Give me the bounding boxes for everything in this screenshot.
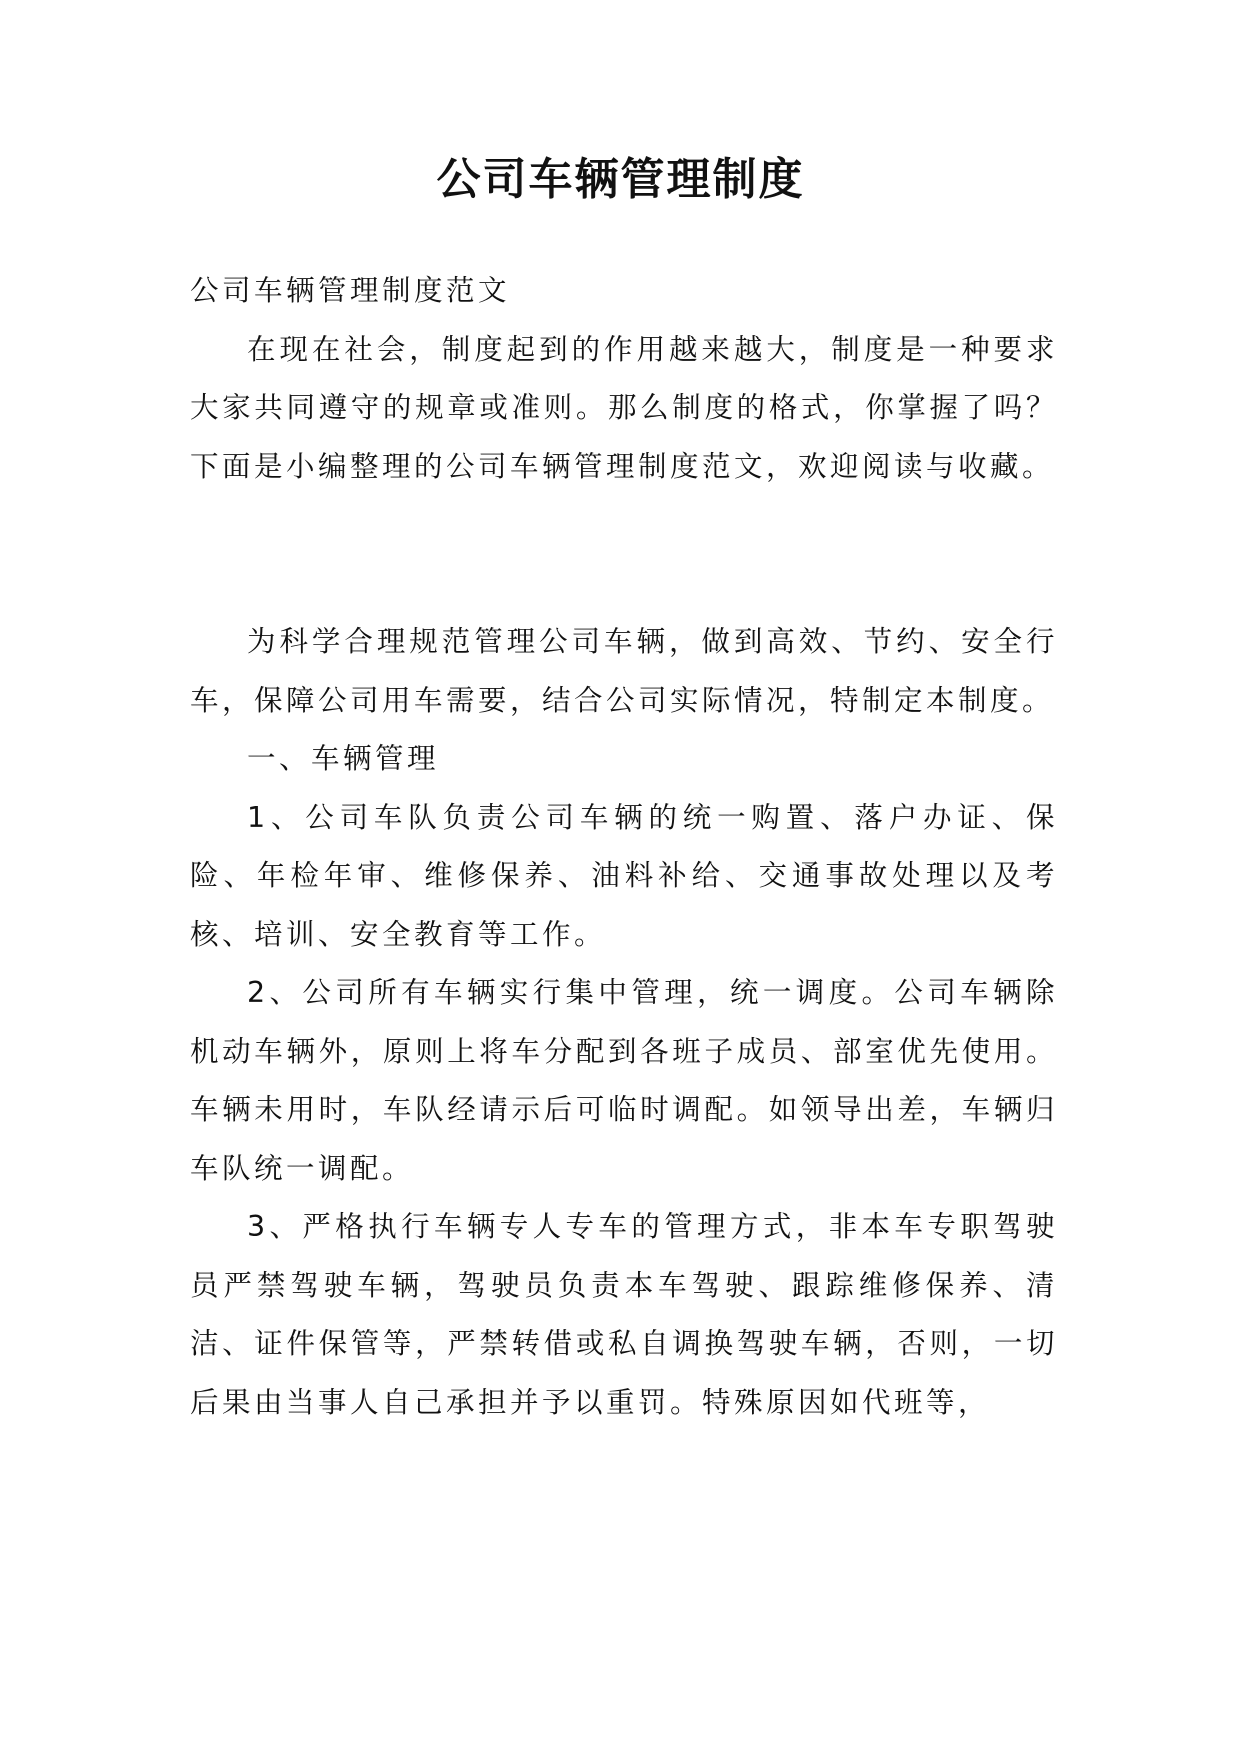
document-body	[190, 262, 1058, 1432]
document-title: 公司车辆管理制度	[436, 154, 805, 205]
paragraph-rule-1: 1、公司车队负责公司车辆的统一购置、落户办证、保险、年检年审、维修保养、油料补给、交通事故处理以及考核、培训、安全教育等工作。	[190, 800, 1058, 951]
paragraph-rule-3: 3、严格执行车辆专人专车的管理方式，非本车专职驾驶员严禁驾驶车辆，驾驶员负责本车驾驶、跟踪维修保养、清洁、证件保管等，严禁转借或私自调换驾驶车辆，否则，一切后果由当事人自己承担并予以重罚。特殊原因如代班等，	[190, 1210, 1058, 1419]
paragraph-rule-2: 2、公司所有车辆实行集中管理，统一调度。公司车辆除机动车辆外，原则上将车分配到各班子成员、部室优先使用。车辆未用时，车队经请示后可临时调配。如领导出差，车辆归车队统一调配。	[190, 976, 1058, 1185]
paragraph-purpose: 为科学合理规范管理公司车辆，做到高效、节约、安全行车，保障公司用车需要，结合公司实际情况，特制定本制度。	[190, 625, 1058, 717]
document-subtitle: 公司车辆管理制度范文	[190, 274, 511, 307]
paragraph-gap	[190, 496, 1058, 613]
section-heading-vehicle-management: 一、车辆管理	[247, 742, 440, 775]
intro-paragraph: 在现在社会，制度起到的作用越来越大，制度是一种要求大家共同遵守的规章或准则。那么制度的格式，你掌握了吗？下面是小编整理的公司车辆管理制度范文，欢迎阅读与收藏。	[190, 332, 1058, 483]
